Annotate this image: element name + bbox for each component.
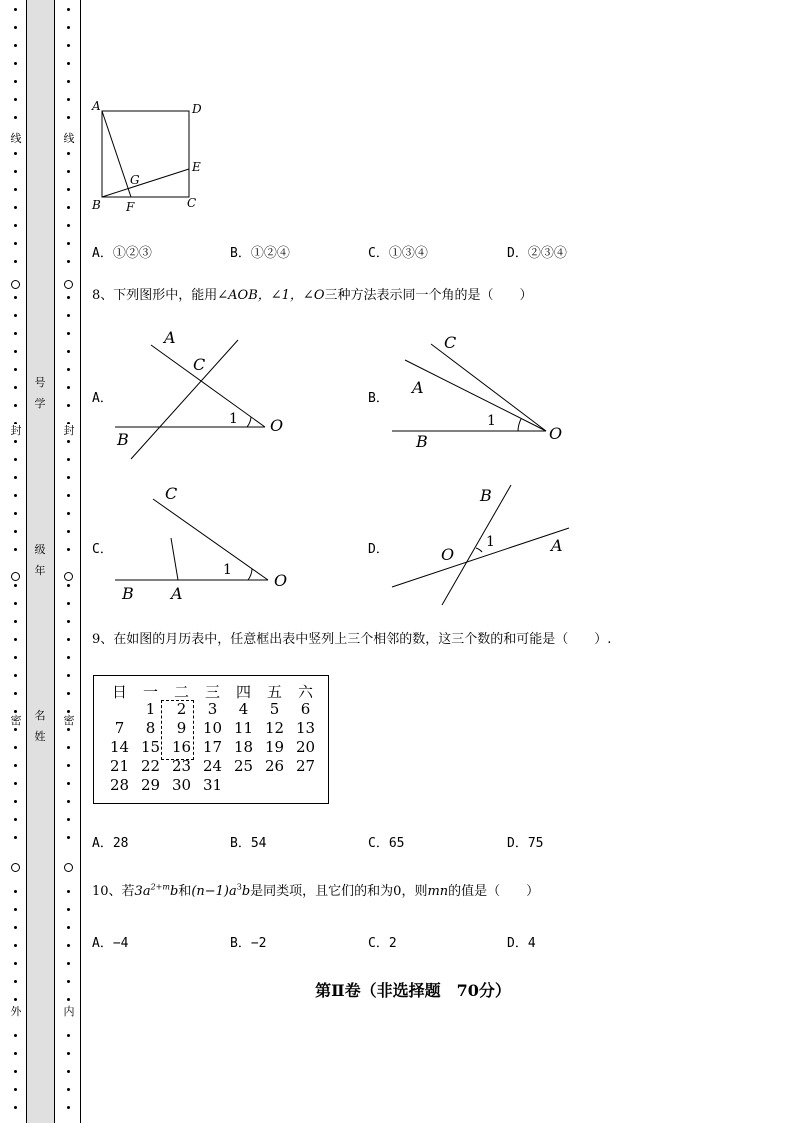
margin-dot bbox=[67, 62, 70, 65]
margin-dot bbox=[67, 98, 70, 101]
margin-circle bbox=[11, 863, 20, 872]
q10-option-b: B．−2 bbox=[230, 936, 267, 951]
calendar-day-cell: 11 bbox=[233, 719, 254, 737]
angle-arc bbox=[476, 548, 482, 552]
q10-stem bbox=[92, 880, 539, 899]
margin-dot bbox=[14, 944, 17, 947]
calendar-day-cell: 16 bbox=[171, 738, 192, 756]
binding-band bbox=[26, 0, 55, 1123]
margin-dot bbox=[14, 80, 17, 83]
angle-one-label: 1 bbox=[487, 413, 496, 429]
margin-dot bbox=[67, 8, 70, 11]
label-b: B bbox=[416, 432, 428, 451]
calendar-day-cell: 14 bbox=[109, 738, 130, 756]
calendar-day-cell: 10 bbox=[202, 719, 223, 737]
label-b: B bbox=[117, 430, 129, 449]
label-o: O bbox=[274, 571, 288, 590]
margin-dot bbox=[67, 674, 70, 677]
margin-dot bbox=[14, 710, 17, 713]
margin-dot bbox=[14, 206, 17, 209]
q9-option-b: B．54 bbox=[230, 836, 267, 851]
margin-dot bbox=[14, 584, 17, 587]
outer-char: 外 bbox=[10, 1005, 22, 1018]
margin-dot bbox=[67, 548, 70, 551]
margin-dot bbox=[67, 386, 70, 389]
margin-rule bbox=[80, 0, 81, 1123]
margin-dot bbox=[67, 332, 70, 335]
q10-term1-tail: b bbox=[169, 884, 179, 899]
calendar-day-cell: 29 bbox=[140, 776, 161, 794]
calendar-day-cell: 7 bbox=[114, 719, 125, 737]
margin-dot bbox=[14, 170, 17, 173]
margin-dot bbox=[14, 512, 17, 515]
margin-dot bbox=[67, 80, 70, 83]
q10-term2-tail: b bbox=[241, 884, 251, 899]
month-calendar bbox=[93, 675, 329, 804]
segment-be bbox=[102, 169, 189, 197]
margin-dot bbox=[14, 692, 17, 695]
margin-dot bbox=[67, 584, 70, 587]
q8-fig-d-option: D． bbox=[368, 542, 389, 557]
label-o: O bbox=[441, 545, 455, 564]
calendar-day-cell: 4 bbox=[238, 700, 249, 718]
calendar-day-cell: 12 bbox=[264, 719, 285, 737]
field-label-nian: 年 bbox=[34, 564, 46, 577]
q8-stem-pre: 8、下列图形中，能用 bbox=[92, 288, 218, 303]
calendar-day-cell: 8 bbox=[145, 719, 156, 737]
calendar-day-cell: 13 bbox=[295, 719, 316, 737]
margin-dot bbox=[14, 332, 17, 335]
margin-dot bbox=[67, 782, 70, 785]
margin-dot bbox=[14, 962, 17, 965]
label-a: A bbox=[164, 328, 176, 347]
inner-char: 内 bbox=[63, 1005, 75, 1018]
q10-option-d: D．4 bbox=[507, 936, 536, 951]
margin-dot bbox=[67, 296, 70, 299]
margin-dot bbox=[14, 62, 17, 65]
q9-option-c: C．65 bbox=[368, 836, 405, 851]
angle-one-label: 1 bbox=[486, 534, 495, 550]
label-c: C bbox=[165, 484, 178, 503]
field-label-ming: 名 bbox=[34, 709, 46, 722]
margin-dot bbox=[67, 1070, 70, 1073]
margin-dot bbox=[67, 1052, 70, 1055]
margin-dot bbox=[14, 116, 17, 119]
margin-dot bbox=[14, 764, 17, 767]
margin-dot bbox=[14, 242, 17, 245]
outer-seal-char: 封 bbox=[10, 424, 22, 437]
margin-dot bbox=[67, 836, 70, 839]
field-label-ji: 级 bbox=[34, 543, 46, 556]
margin-dot bbox=[14, 404, 17, 407]
margin-dot bbox=[14, 296, 17, 299]
angle-one-label: 1 bbox=[229, 411, 238, 427]
margin-dot bbox=[14, 836, 17, 839]
calendar-day-cell: 24 bbox=[202, 757, 223, 775]
weekday-thu: 四 bbox=[235, 683, 251, 701]
outer-secret-char: 密 bbox=[10, 714, 22, 727]
label-a: A bbox=[171, 584, 183, 603]
margin-dot bbox=[67, 746, 70, 749]
margin-dot bbox=[14, 458, 17, 461]
margin-dot bbox=[67, 638, 70, 641]
margin-dot bbox=[14, 260, 17, 263]
label-g: G bbox=[130, 173, 140, 187]
field-label-xing: 姓 bbox=[34, 730, 46, 743]
margin-dot bbox=[67, 440, 70, 443]
binding-margin bbox=[0, 0, 85, 1123]
margin-dot bbox=[67, 494, 70, 497]
calendar-day-cell: 1 bbox=[145, 700, 156, 718]
margin-dot bbox=[67, 692, 70, 695]
margin-dot bbox=[67, 26, 70, 29]
label-o: O bbox=[549, 424, 563, 443]
q8-fig-a-option: A． bbox=[92, 391, 113, 406]
label-b: B bbox=[480, 486, 492, 505]
q8-figure-b bbox=[385, 325, 575, 455]
weekday-wed: 三 bbox=[204, 683, 220, 701]
margin-dot bbox=[14, 1088, 17, 1091]
inner-secret-char: 密 bbox=[63, 714, 75, 727]
margin-dot bbox=[14, 728, 17, 731]
margin-dot bbox=[67, 188, 70, 191]
margin-dot bbox=[14, 530, 17, 533]
margin-dot bbox=[67, 350, 70, 353]
calendar-day-cell: 21 bbox=[109, 757, 130, 775]
margin-dot bbox=[67, 728, 70, 731]
calendar-day-cell: 23 bbox=[171, 757, 192, 775]
margin-dot bbox=[14, 926, 17, 929]
margin-dot bbox=[67, 476, 70, 479]
margin-dot bbox=[67, 458, 70, 461]
q10-term2: (n−1)a bbox=[191, 884, 237, 899]
margin-dot bbox=[14, 818, 17, 821]
inner-line-char: 线 bbox=[63, 132, 75, 145]
calendar-day-cell: 27 bbox=[295, 757, 316, 775]
margin-dot bbox=[14, 476, 17, 479]
margin-dot bbox=[14, 224, 17, 227]
margin-dot bbox=[14, 656, 17, 659]
calendar-day-cell: 26 bbox=[264, 757, 285, 775]
margin-dot bbox=[67, 926, 70, 929]
margin-dot bbox=[14, 1052, 17, 1055]
angle-one-label: 1 bbox=[223, 562, 232, 578]
margin-dot bbox=[67, 530, 70, 533]
margin-dot bbox=[14, 494, 17, 497]
margin-dot bbox=[14, 314, 17, 317]
q8-fig-c-option: C． bbox=[92, 542, 113, 557]
margin-dot bbox=[14, 1070, 17, 1073]
margin-dot bbox=[67, 656, 70, 659]
crossing-line bbox=[131, 340, 238, 459]
margin-circle bbox=[11, 572, 20, 581]
label-a: A bbox=[412, 378, 424, 397]
margin-dot bbox=[14, 890, 17, 893]
margin-dot bbox=[67, 260, 70, 263]
q8-figure-c bbox=[105, 480, 295, 605]
margin-circle bbox=[11, 280, 20, 289]
q8-stem-post: 三种方法表示同一个角的是（ ） bbox=[324, 288, 533, 303]
margin-circle bbox=[64, 863, 73, 872]
q7-option-b: B．①②④ bbox=[230, 246, 290, 261]
angle-arc bbox=[248, 569, 252, 580]
label-b: B bbox=[122, 584, 134, 603]
weekday-sat: 六 bbox=[297, 683, 313, 701]
margin-dot bbox=[14, 44, 17, 47]
margin-dot bbox=[14, 548, 17, 551]
margin-dot bbox=[67, 944, 70, 947]
calendar-day-cell: 2 bbox=[176, 700, 187, 718]
label-c: C bbox=[193, 355, 206, 374]
margin-dot bbox=[14, 746, 17, 749]
label-b: B bbox=[92, 198, 101, 212]
label-c: C bbox=[187, 196, 197, 210]
margin-dot bbox=[67, 512, 70, 515]
margin-dot bbox=[14, 620, 17, 623]
calendar-day-cell: 5 bbox=[269, 700, 280, 718]
calendar-day-cell: 31 bbox=[202, 776, 223, 794]
q10-var: mn bbox=[427, 884, 449, 899]
label-c: C bbox=[444, 333, 457, 352]
margin-dot bbox=[67, 890, 70, 893]
calendar-day-cell: 30 bbox=[171, 776, 192, 794]
label-a: A bbox=[551, 536, 563, 555]
margin-dot bbox=[14, 782, 17, 785]
q7-square-figure bbox=[88, 98, 213, 218]
weekday-tue: 二 bbox=[173, 683, 189, 701]
margin-dot bbox=[67, 368, 70, 371]
field-label-xue: 学 bbox=[34, 397, 46, 410]
calendar-day-cell: 18 bbox=[233, 738, 254, 756]
margin-dot bbox=[14, 602, 17, 605]
angle-arc bbox=[247, 417, 251, 427]
margin-dot bbox=[14, 908, 17, 911]
margin-dot bbox=[14, 1106, 17, 1109]
segment-af bbox=[102, 111, 131, 197]
calendar-day-cell: 22 bbox=[140, 757, 161, 775]
margin-dot bbox=[14, 8, 17, 11]
calendar-day-cell: 9 bbox=[176, 719, 187, 737]
margin-dot bbox=[14, 386, 17, 389]
short-segment bbox=[171, 538, 178, 580]
calendar-day-cell: 6 bbox=[300, 700, 311, 718]
field-label-hao: 号 bbox=[34, 376, 46, 389]
q10-option-a: A．−4 bbox=[92, 936, 129, 951]
margin-dot bbox=[14, 350, 17, 353]
margin-dot bbox=[14, 1034, 17, 1037]
margin-circle bbox=[64, 572, 73, 581]
q10-stem-post: 是同类项，且它们的和为0，则 bbox=[250, 884, 428, 899]
q8-fig-b-option: B． bbox=[368, 391, 389, 406]
ray-oa bbox=[405, 360, 546, 431]
margin-dot bbox=[67, 44, 70, 47]
margin-dot bbox=[67, 314, 70, 317]
margin-dot bbox=[67, 962, 70, 965]
q9-option-d: D．75 bbox=[507, 836, 544, 851]
margin-dot bbox=[67, 818, 70, 821]
margin-dot bbox=[67, 800, 70, 803]
outer-line-char: 线 bbox=[10, 132, 22, 145]
margin-dot bbox=[67, 908, 70, 911]
calendar-day-cell: 15 bbox=[140, 738, 161, 756]
margin-dot bbox=[14, 152, 17, 155]
q9-stem: 9、在如图的月历表中，任意框出表中竖列上三个相邻的数，这三个数的和可能是（ ）. bbox=[92, 632, 612, 647]
q7-option-c: C．①③④ bbox=[368, 246, 428, 261]
section-title: 第Ⅱ卷（非选择题 70分） bbox=[315, 981, 511, 1000]
margin-dot bbox=[14, 440, 17, 443]
q10-stem-pre: 10、若 bbox=[92, 884, 135, 899]
label-d: D bbox=[192, 102, 202, 116]
weekday-mon: 一 bbox=[142, 683, 158, 701]
q8-figure-a bbox=[105, 325, 295, 465]
q9-option-a: A．28 bbox=[92, 836, 129, 851]
weekday-fri: 五 bbox=[266, 683, 282, 701]
margin-dot bbox=[67, 242, 70, 245]
margin-dot bbox=[14, 368, 17, 371]
line-oa bbox=[392, 528, 569, 587]
q8-stem bbox=[92, 284, 533, 303]
q7-option-a: A．①②③ bbox=[92, 246, 152, 261]
q8-stem-math: ∠AOB，∠1，∠O bbox=[217, 288, 325, 303]
calendar-day-cell: 3 bbox=[207, 700, 218, 718]
q10-term2-exponent: 3 bbox=[236, 882, 242, 892]
margin-dot bbox=[67, 764, 70, 767]
label-o: O bbox=[270, 416, 284, 435]
margin-dot bbox=[67, 1034, 70, 1037]
q8-figure-d bbox=[385, 480, 580, 610]
q10-option-c: C．2 bbox=[368, 936, 397, 951]
margin-dot bbox=[67, 602, 70, 605]
dashed-selection-box bbox=[161, 700, 194, 760]
inner-seal-char: 封 bbox=[63, 424, 75, 437]
calendar-day-cell: 20 bbox=[295, 738, 316, 756]
margin-dot bbox=[67, 1106, 70, 1109]
margin-dot bbox=[67, 404, 70, 407]
q10-mid: 和 bbox=[178, 884, 192, 899]
angle-arc bbox=[518, 419, 521, 431]
q10-stem-end: 的值是（ ） bbox=[448, 884, 540, 899]
q7-option-d: D．②③④ bbox=[507, 246, 567, 261]
margin-dot bbox=[67, 224, 70, 227]
label-a: A bbox=[92, 99, 101, 113]
margin-dot bbox=[67, 710, 70, 713]
calendar-day-cell: 17 bbox=[202, 738, 223, 756]
margin-dot bbox=[14, 26, 17, 29]
weekday-sun: 日 bbox=[111, 683, 127, 701]
ray-oc bbox=[153, 499, 268, 580]
inner-dotted-line bbox=[62, 0, 76, 1123]
margin-dot bbox=[67, 170, 70, 173]
margin-dot bbox=[14, 98, 17, 101]
calendar-day-cell: 25 bbox=[233, 757, 254, 775]
margin-dot bbox=[14, 638, 17, 641]
margin-dot bbox=[67, 116, 70, 119]
calendar-day-cell: 19 bbox=[264, 738, 285, 756]
margin-circle bbox=[64, 280, 73, 289]
calendar-day-cell: 28 bbox=[109, 776, 130, 794]
margin-dot bbox=[67, 152, 70, 155]
margin-dot bbox=[14, 188, 17, 191]
ray-oa bbox=[151, 345, 265, 427]
label-e: E bbox=[192, 160, 201, 174]
margin-dot bbox=[14, 674, 17, 677]
outer-dotted-line bbox=[9, 0, 23, 1123]
q10-term1-exponent: 2+m bbox=[150, 882, 170, 892]
label-f: F bbox=[126, 200, 135, 214]
margin-dot bbox=[14, 800, 17, 803]
square-abcd bbox=[102, 111, 189, 197]
margin-dot bbox=[67, 206, 70, 209]
q10-term1: 3a bbox=[134, 884, 151, 899]
margin-dot bbox=[67, 620, 70, 623]
margin-dot bbox=[67, 1088, 70, 1091]
